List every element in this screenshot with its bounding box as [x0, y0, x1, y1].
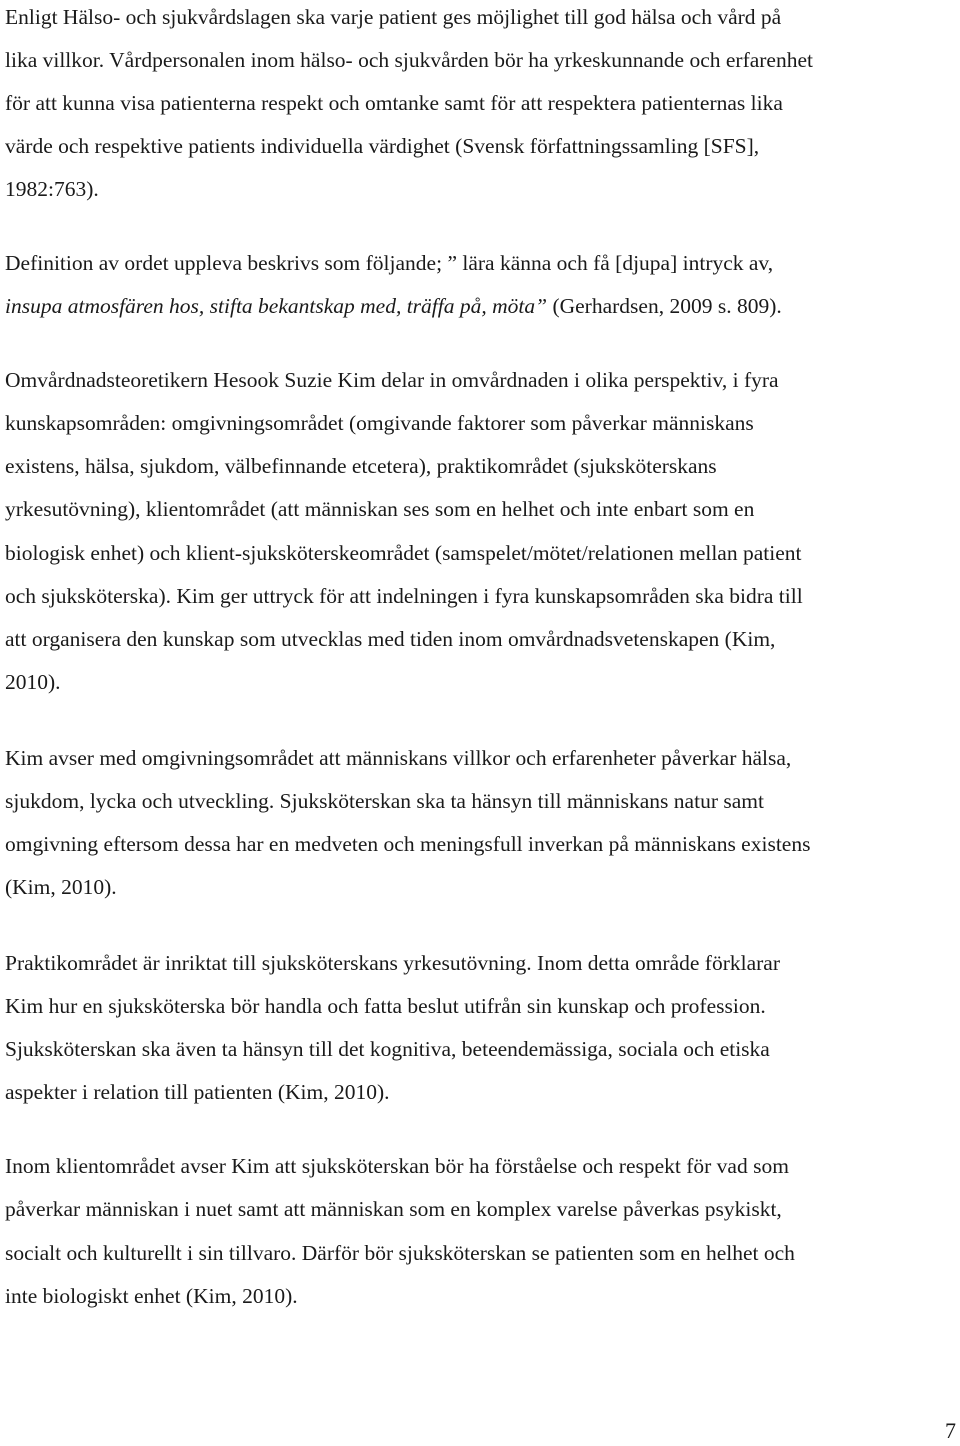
paragraph-line: yrkesutövning), klientområdet (att människan ses som en helhet och inte enbart som en: [5, 497, 755, 521]
paragraph-line: (Kim, 2010).: [5, 875, 117, 899]
paragraph-line: Definition av ordet uppleva beskrivs som följande; ” lära känna och få [djupa] intryck av,: [5, 251, 774, 275]
paragraph-line: Inom klientområdet avser Kim att sjuksköterskan bör ha förståelse och respekt för vad som: [5, 1154, 789, 1178]
paragraph-line: värde och respektive patients individuella värdighet (Svensk författningssamling [SFS],: [5, 134, 760, 158]
paragraph-line: 2010).: [5, 670, 61, 694]
paragraph-line: lika villkor. Vårdpersonalen inom hälso- och sjukvården bör ha yrkeskunnande och erfarenhet: [5, 48, 813, 72]
quoted-definition: insupa atmosfären hos, stifta bekantskap med, träffa på, möta”: [5, 294, 548, 318]
paragraph-line: att organisera den kunskap som utvecklas med tiden inom omvårdnadsvetenskapen (Kim,: [5, 627, 776, 651]
paragraph-line: och sjuksköterska). Kim ger uttryck för att indelningen i fyra kunskapsområden ska bidra till: [5, 584, 803, 608]
citation: (Gerhardsen, 2009 s. 809).: [547, 294, 782, 318]
paragraph-line: socialt och kulturellt i sin tillvaro. Därför bör sjuksköterskan se patienten som en helhet och: [5, 1241, 795, 1265]
paragraph-line: Praktikområdet är inriktat till sjuksköterskans yrkesutövning. Inom detta område förklarar: [5, 951, 780, 975]
paragraph-line: för att kunna visa patienterna respekt och omtanke samt för att respektera patienternas lika: [5, 91, 783, 115]
paragraph-line: påverkar människan i nuet samt att människan som en komplex varelse påverkas psykiskt,: [5, 1197, 782, 1221]
paragraph-line: Kim avser med omgivningsområdet att människans villkor och erfarenheter påverkar hälsa,: [5, 746, 792, 770]
paragraph-line: kunskapsområden: omgivningsområdet (omgivande faktorer som påverkar människans: [5, 411, 754, 435]
paragraph-line: 1982:763).: [5, 177, 99, 201]
paragraph-line: Omvårdnadsteoretikern Hesook Suzie Kim delar in omvårdnaden i olika perspektiv, i fyra: [5, 368, 779, 392]
paragraph-line: omgivning eftersom dessa har en medveten och meningsfull inverkan på människans existens: [5, 832, 811, 856]
page-number: 7: [945, 1418, 956, 1443]
paragraph-line: Enligt Hälso- och sjukvårdslagen ska varje patient ges möjlighet till god hälsa och vård på: [5, 5, 782, 29]
paragraph-line: inte biologiskt enhet (Kim, 2010).: [5, 1284, 298, 1308]
paragraph-line: Sjuksköterskan ska även ta hänsyn till det kognitiva, beteendemässiga, sociala och etiska: [5, 1037, 770, 1061]
paragraph-line: biologisk enhet) och klient-sjuksköterskeområdet (samspelet/mötet/relationen mellan patient: [5, 541, 802, 565]
paragraph-line: [5, 293, 782, 319]
paragraph-line: existens, hälsa, sjukdom, välbefinnande etcetera), praktikområdet (sjuksköterskans: [5, 454, 717, 478]
paragraph-line: aspekter i relation till patienten (Kim, 2010).: [5, 1080, 390, 1104]
paragraph-line: Kim hur en sjuksköterska bör handla och fatta beslut utifrån sin kunskap och profession.: [5, 994, 766, 1018]
paragraph-line: sjukdom, lycka och utveckling. Sjuksköterskan ska ta hänsyn till människans natur samt: [5, 789, 764, 813]
